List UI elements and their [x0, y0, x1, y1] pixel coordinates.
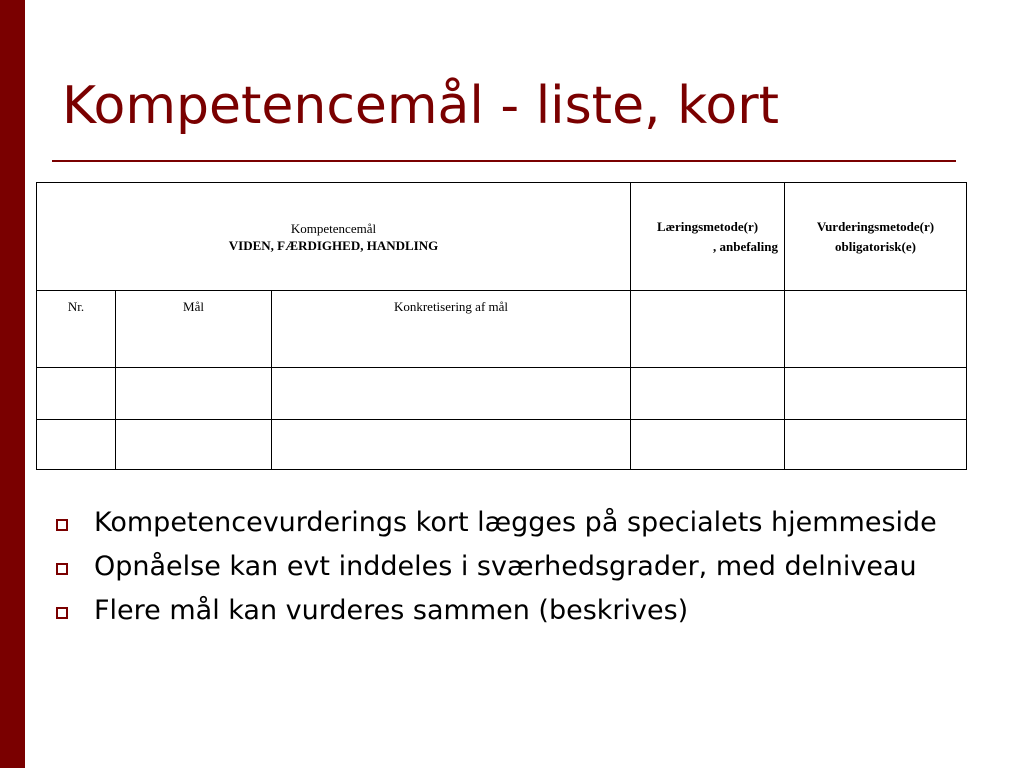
bullet-text: Kompetencevurderings kort lægges på specialets hjemmeside	[94, 507, 937, 538]
subheader-maal: Mål	[183, 299, 204, 314]
table-cell	[272, 420, 631, 470]
table-cell	[785, 368, 967, 420]
title-underline	[52, 160, 956, 162]
bullet-item	[54, 504, 954, 541]
header-vurdering-line1: Vurderingsmetode(r)	[816, 218, 935, 234]
table-cell	[785, 420, 967, 470]
table-subheader-row	[37, 291, 967, 368]
bullet-list	[54, 504, 954, 636]
header-kompetencemaal	[37, 183, 631, 291]
competence-card-table	[36, 182, 967, 470]
bullet-item	[54, 592, 954, 629]
bullet-text: Opnåelse kan evt inddeles i sværhedsgrader, med delniveau	[94, 551, 917, 582]
table-header-row	[37, 183, 967, 291]
header-main-line2: VIDEN, FÆRDIGHED, HANDLING	[228, 237, 439, 253]
square-bullet-icon	[56, 607, 68, 619]
table-cell	[37, 420, 116, 470]
subheader-nr: Nr.	[67, 299, 85, 314]
slide-title: Kompetencemål - liste, kort	[62, 76, 779, 136]
table-cell	[785, 291, 967, 368]
header-laering-line1: Læringsmetode(r)	[656, 218, 759, 234]
subheader-konkretisering-cell	[272, 291, 631, 368]
table-cell	[631, 420, 785, 470]
subheader-nr-cell	[37, 291, 116, 368]
subheader-maal-cell	[116, 291, 272, 368]
table-cell	[272, 368, 631, 420]
table-row	[37, 420, 967, 470]
table-row	[37, 368, 967, 420]
table-cell	[631, 368, 785, 420]
square-bullet-icon	[56, 519, 68, 531]
table-cell	[631, 291, 785, 368]
table-cell	[116, 420, 272, 470]
side-accent-bar	[0, 0, 25, 768]
header-laeringsmetode	[631, 183, 785, 291]
header-vurdering-line2: obligatorisk(e)	[835, 238, 916, 254]
bullet-text: Flere mål kan vurderes sammen (beskrives)	[94, 595, 689, 626]
table-cell	[116, 368, 272, 420]
header-laering-line2: , anbefaling	[712, 238, 778, 254]
subheader-konkretisering: Konkretisering af mål	[393, 299, 509, 314]
table-cell	[37, 368, 116, 420]
bullet-item	[54, 548, 954, 585]
header-main-line1: Kompetencemål	[290, 220, 377, 236]
header-vurderingsmetode	[785, 183, 967, 291]
square-bullet-icon	[56, 563, 68, 575]
